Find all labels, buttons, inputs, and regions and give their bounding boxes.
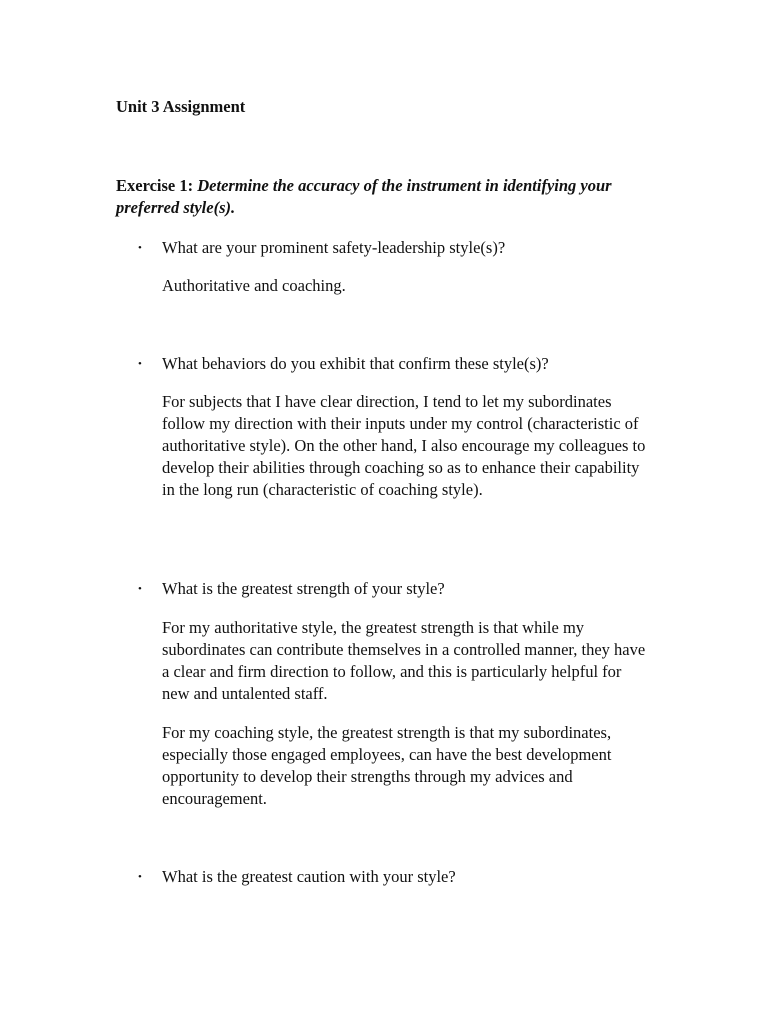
answer-text: For subjects that I have clear direction, I tend to let my subordinates follow my direction with their inputs under my control (characteristic of authoritative style). On the other hand, I also encourage my colleagues to develop their abilities through coaching so as to enhance their capability in the long run (characteristic of coaching style). [162,392,646,499]
exercise-label: Exercise 1: [116,176,194,195]
question-text: What behaviors do you exhibit that confirm these style(s)? [162,354,549,373]
bullet-icon: • [138,583,142,595]
exercise-prompt: Determine the accuracy of the instrument in identifying your preferred style(s). [116,176,612,217]
answer-text: For my authoritative style, the greatest strength is that while my subordinates can contribute themselves in a controlled manner, they have a clear and firm direction to follow, and this is particularly helpful for new and untalented staff. [162,618,646,703]
question-text: What is the greatest strength of your style? [162,579,445,598]
bullet-icon: • [138,871,142,883]
answer-text: Authoritative and coaching. [162,276,346,295]
question-text: What are your prominent safety-leadership style(s)? [162,238,506,257]
answer-text: For my coaching style, the greatest strength is that my subordinates, especially those engaged employees, can have the best development opportunity to develop their strengths through my advices and encouragement. [162,723,612,808]
bullet-icon: • [138,242,142,254]
exercise-heading [116,175,656,219]
page-title: Unit 3 Assignment [116,97,246,116]
question-text: What is the greatest caution with your style? [162,867,456,886]
bullet-icon: • [138,358,142,370]
